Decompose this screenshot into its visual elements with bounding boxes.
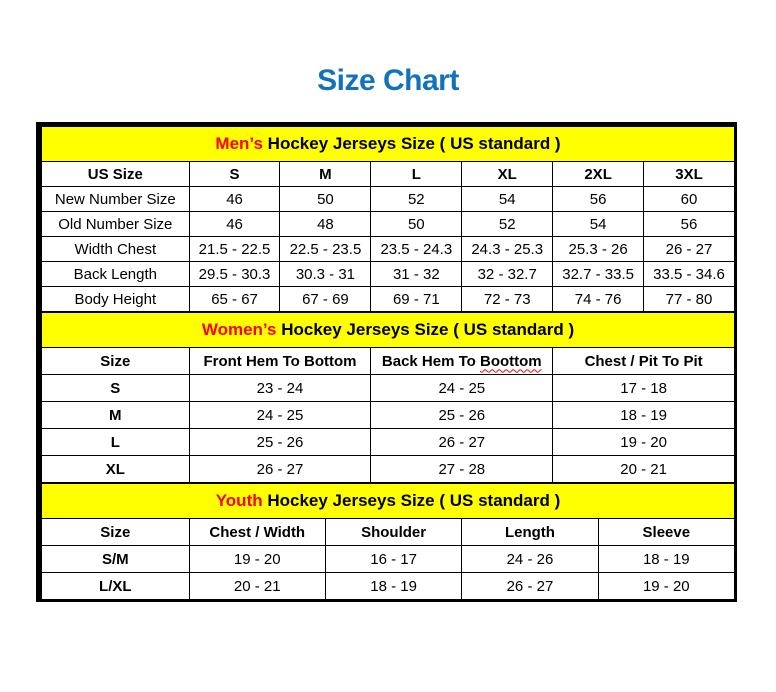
mens-band-highlight: Men’s — [215, 134, 263, 153]
youth-col-header-chest-width: Chest / Width — [189, 519, 325, 546]
size-value: 19 - 20 — [553, 429, 735, 456]
row-label: New Number Size — [42, 187, 190, 212]
mens-band-text: Hockey Jerseys Size ( US standard ) — [262, 134, 561, 153]
size-value: 21.5 - 22.5 — [189, 237, 280, 262]
youth-col-header-length: Length — [462, 519, 598, 546]
womens-table — [41, 312, 735, 483]
size-value: 69 - 71 — [371, 287, 462, 312]
womens-section-title — [42, 313, 735, 348]
mens-row-old-number-size — [42, 212, 735, 237]
size-value: 74 - 76 — [553, 287, 644, 312]
size-value: 24 - 25 — [189, 402, 371, 429]
womens-row-xl — [42, 456, 735, 483]
size-value: 52 — [371, 187, 462, 212]
size-value: 18 - 19 — [598, 546, 734, 573]
size-value: 25 - 26 — [189, 429, 371, 456]
size-value: 54 — [553, 212, 644, 237]
header-text: Back Hem To — [381, 352, 480, 370]
size-value: 26 - 27 — [371, 429, 553, 456]
mens-col-header-us-size: US Size — [42, 162, 190, 187]
size-value: 30.3 - 31 — [280, 262, 371, 287]
size-value: 19 - 20 — [598, 573, 734, 600]
row-label: S — [42, 375, 190, 402]
misspelled-word: Boottom — [480, 352, 542, 370]
size-value: 22.5 - 23.5 — [280, 237, 371, 262]
youth-header-row — [42, 519, 735, 546]
womens-col-header-chest-pit-to-pit: Chest / Pit To Pit — [553, 348, 735, 375]
size-value: 25 - 26 — [371, 402, 553, 429]
row-label: XL — [42, 456, 190, 483]
size-value: 26 - 27 — [462, 573, 598, 600]
mens-col-header-l: L — [371, 162, 462, 187]
mens-section-title — [42, 127, 735, 162]
size-value: 23.5 - 24.3 — [371, 237, 462, 262]
womens-col-header-size: Size — [42, 348, 190, 375]
womens-row-s — [42, 375, 735, 402]
youth-band-highlight: Youth — [215, 491, 263, 510]
size-value: 60 — [644, 187, 735, 212]
youth-col-header-sleeve: Sleeve — [598, 519, 734, 546]
page-title: Size Chart — [317, 64, 459, 97]
size-value: 54 — [462, 187, 553, 212]
mens-col-header-m: M — [280, 162, 371, 187]
row-label: Body Height — [42, 287, 190, 312]
mens-row-new-number-size — [42, 187, 735, 212]
size-value: 20 - 21 — [553, 456, 735, 483]
womens-row-m — [42, 402, 735, 429]
womens-band-highlight: Women’s — [201, 320, 277, 339]
mens-col-header-s: S — [189, 162, 280, 187]
size-value: 65 - 67 — [189, 287, 280, 312]
row-label: L — [42, 429, 190, 456]
size-value: 46 — [189, 187, 280, 212]
size-value: 32 - 32.7 — [462, 262, 553, 287]
youth-row-s-m — [42, 546, 735, 573]
size-value: 52 — [462, 212, 553, 237]
size-value: 19 - 20 — [189, 546, 325, 573]
mens-table — [41, 126, 735, 312]
mens-col-header-3xl: 3XL — [644, 162, 735, 187]
row-label: Back Length — [42, 262, 190, 287]
size-value: 17 - 18 — [553, 375, 735, 402]
womens-col-header-back-hem-to-boottom — [371, 348, 553, 375]
womens-header-row — [42, 348, 735, 375]
mens-row-back-length — [42, 262, 735, 287]
size-value: 50 — [371, 212, 462, 237]
youth-section-title — [42, 484, 735, 519]
size-value: 48 — [280, 212, 371, 237]
mens-section-band — [42, 127, 735, 162]
size-value: 24 - 26 — [462, 546, 598, 573]
womens-band-text: Hockey Jerseys Size ( US standard ) — [276, 320, 575, 339]
size-value: 32.7 - 33.5 — [553, 262, 644, 287]
youth-section-band — [42, 484, 735, 519]
size-value: 26 - 27 — [189, 456, 371, 483]
size-chart-table — [36, 122, 737, 602]
size-value: 50 — [280, 187, 371, 212]
womens-col-header-front-hem-to-bottom: Front Hem To Bottom — [189, 348, 371, 375]
size-value: 46 — [189, 212, 280, 237]
size-value: 24.3 - 25.3 — [462, 237, 553, 262]
size-value: 16 - 17 — [325, 546, 461, 573]
size-value: 18 - 19 — [553, 402, 735, 429]
youth-col-header-shoulder: Shoulder — [325, 519, 461, 546]
size-value: 67 - 69 — [280, 287, 371, 312]
row-label: M — [42, 402, 190, 429]
size-value: 23 - 24 — [189, 375, 371, 402]
mens-row-body-height — [42, 287, 735, 312]
size-value: 18 - 19 — [325, 573, 461, 600]
row-label: S/M — [42, 546, 190, 573]
size-value: 20 - 21 — [189, 573, 325, 600]
size-value: 25.3 - 26 — [553, 237, 644, 262]
size-value: 56 — [644, 212, 735, 237]
size-value: 26 - 27 — [644, 237, 735, 262]
size-value: 56 — [553, 187, 644, 212]
womens-section-band — [42, 313, 735, 348]
size-value: 77 - 80 — [644, 287, 735, 312]
youth-band-text: Hockey Jerseys Size ( US standard ) — [262, 491, 561, 510]
size-value: 29.5 - 30.3 — [189, 262, 280, 287]
womens-row-l — [42, 429, 735, 456]
size-value: 27 - 28 — [371, 456, 553, 483]
size-value: 33.5 - 34.6 — [644, 262, 735, 287]
mens-row-width-chest — [42, 237, 735, 262]
size-value: 24 - 25 — [371, 375, 553, 402]
size-value: 72 - 73 — [462, 287, 553, 312]
row-label: L/XL — [42, 573, 190, 600]
row-label: Width Chest — [42, 237, 190, 262]
mens-col-header-2xl: 2XL — [553, 162, 644, 187]
youth-col-header-size: Size — [42, 519, 190, 546]
row-label: Old Number Size — [42, 212, 190, 237]
mens-header-row — [42, 162, 735, 187]
size-value: 31 - 32 — [371, 262, 462, 287]
youth-row-l-xl — [42, 573, 735, 600]
mens-col-header-xl: XL — [462, 162, 553, 187]
youth-table — [41, 483, 735, 600]
